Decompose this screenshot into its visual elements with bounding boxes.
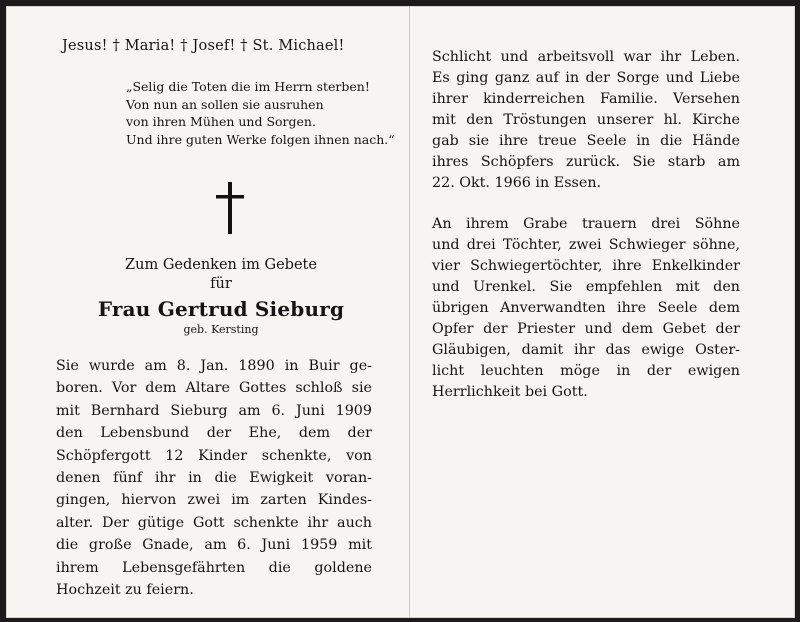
biography-line: boren. Vor dem Altare Gottes schloß sie [56, 380, 372, 397]
biography-line: Schöpfergott 12 Kinder schenkte, von [56, 447, 372, 464]
paragraph-line: Schlicht und arbeitsvoll war ihr Leben. [432, 49, 740, 65]
biography-line: denen fünf ihr in die Ewigkeit voran- [56, 470, 372, 487]
paragraph-line: Gläubigen, damit ihr das ewige Oster- [432, 342, 740, 358]
invocation: Jesus! † Maria! † Josef! † St. Michael! [62, 38, 345, 54]
bible-verse [126, 78, 396, 148]
biography-line: die große Gnade, am 6. Juni 1959 mit [56, 537, 372, 554]
memorial-for: für [210, 276, 232, 292]
memorial-line: Zum Gedenken im Gebete [125, 257, 317, 273]
deceased-name: Frau Gertrud Sieburg [97, 297, 345, 321]
card-fold-line [409, 6, 410, 618]
paragraph-line: gab sie ihre treue Seele in die Hände [432, 133, 740, 149]
paragraph-line: Opfer der Priester und dem Gebet der [432, 321, 740, 337]
right-panel [432, 47, 740, 403]
biography-line: alter. Der gütige Gott schenkte ihr auch [56, 514, 372, 531]
biography [56, 355, 372, 601]
memorial-heading [56, 256, 386, 337]
family-paragraph [432, 214, 740, 403]
biography-line: gingen, hiervon zwei im zarten Kindes- [56, 492, 372, 509]
verse-line: von ihren Mühen und Sorgen. [126, 114, 316, 129]
biography-line: Hochzeit zu feiern. [56, 582, 194, 599]
paragraph-line: vier Schwiegertöchter, ihre Enkelkinder [432, 258, 740, 274]
paragraph-line: mit den Tröstungen unserer hl. Kirche [432, 112, 740, 128]
paragraph-line: Es ging ganz auf in der Sorge und Liebe [432, 70, 740, 86]
paragraph-line: übrigen Anverwandten ihre Seele dem [432, 300, 740, 316]
latin-cross-icon [216, 182, 244, 234]
life-paragraph [432, 47, 740, 194]
paragraph-line: Herrlichkeit bei Gott. [432, 384, 588, 400]
paragraph-line: An ihrem Grabe trauern drei Söhne [432, 216, 740, 232]
biography-line: ihrem Lebensgefährten die goldene [56, 559, 372, 576]
paragraph-line: licht leuchten möge in der ewigen [432, 363, 740, 379]
biography-line: Sie wurde am 8. Jan. 1890 in Buir ge- [56, 358, 372, 374]
biography-line: den Lebensbund der Ehe, dem der [56, 425, 372, 442]
birth-name: geb. Kersting [183, 323, 259, 336]
paragraph-line: und Urenkel. Sie empfehlen mit den [432, 279, 740, 295]
verse-line: Und ihre guten Werke folgen ihnen nach.“ [126, 131, 395, 147]
verse-line: „Selig die Toten die im Herrn sterben! [126, 79, 370, 94]
paragraph-line: ihrer kinderreichen Familie. Versehen [432, 91, 740, 107]
verse-line: Von nun an sollen sie ausruhen [126, 96, 324, 112]
biography-line: mit Bernhard Sieburg am 6. Juni 1909 [56, 402, 372, 419]
paragraph-line: und drei Töchter, zwei Schwieger söhne, [432, 237, 740, 253]
left-panel [56, 38, 396, 148]
paragraph-line: 22. Okt. 1966 in Essen. [432, 175, 602, 191]
paragraph-line: ihres Schöpfers zurück. Sie starb am [432, 154, 740, 170]
